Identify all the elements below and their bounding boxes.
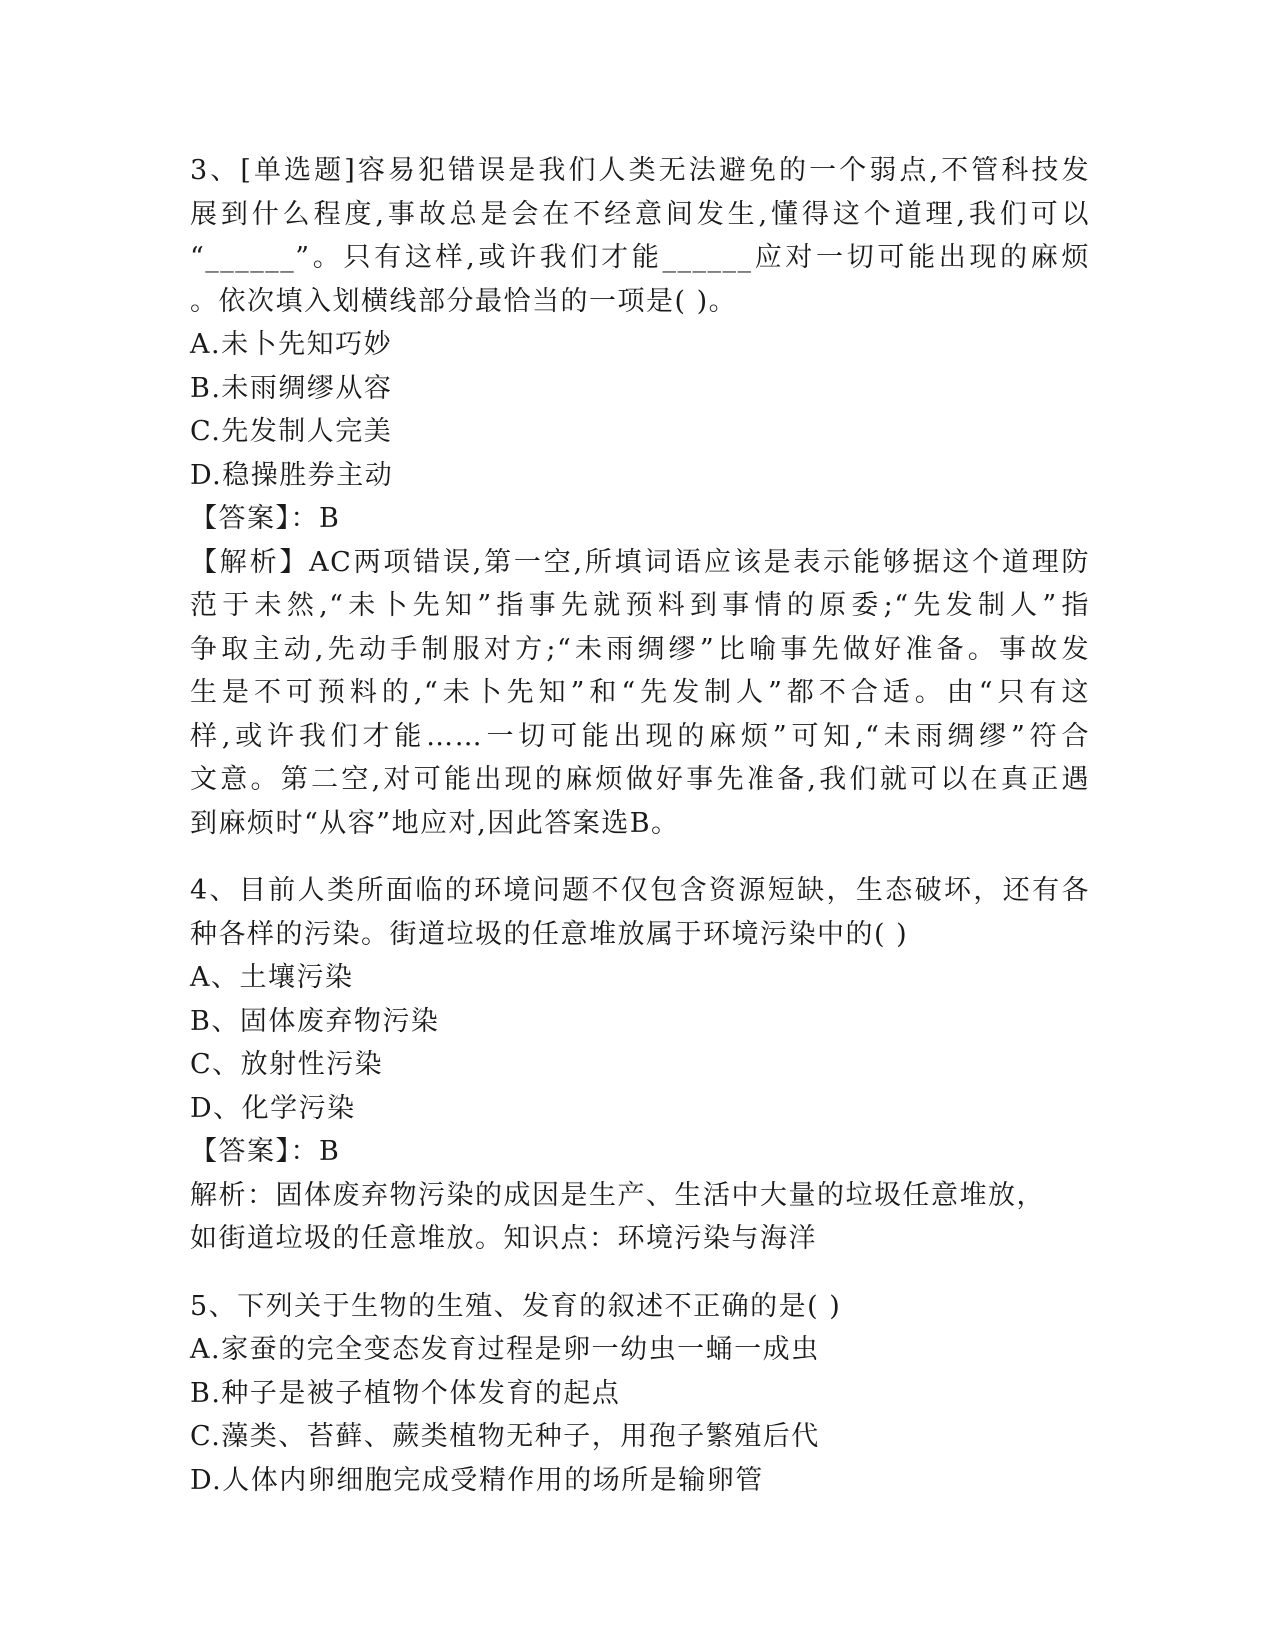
option-d: D.稳操胜券主动: [190, 459, 394, 491]
question-4: [190, 869, 1090, 1261]
option-d: D、化学污染: [190, 1092, 356, 1124]
question-stem-line: “______”。只有这样,或许我们才能______应对一切可能出现的麻烦: [190, 242, 1090, 273]
option-d: D.人体内卵细胞完成受精作用的场所是输卵管: [190, 1464, 764, 1496]
analysis-line: 范于未然,“未卜先知”指事先就预料到事情的原委;“先发制人”指: [190, 590, 1090, 621]
option-a: A.家蚕的完全变态发育过程是卵一幼虫一蛹一成虫: [190, 1334, 820, 1365]
option-a: A.未卜先知巧妙: [190, 329, 393, 360]
analysis-line: 样,或许我们才能……一切可能出现的麻烦”可知,“未雨绸缪”符合: [190, 720, 1090, 752]
question-3: [190, 149, 1090, 845]
question-stem-line: 。依次填入划横线部分最恰当的一项是( )。: [190, 285, 738, 317]
option-b: B.种子是被子植物个体发育的起点: [190, 1377, 621, 1409]
question-stem-line: 展到什么程度,事故总是会在不经意间发生,懂得这个道理,我们可以: [190, 198, 1090, 230]
question-stem-line: 5、下列关于生物的生殖、发育的叙述不正确的是( ): [190, 1290, 842, 1322]
question-stem-line: 4、目前人类所面临的环境问题不仅包含资源短缺，生态破坏，还有各: [190, 875, 1090, 906]
question-stem-line: 种各样的污染。街道垃圾的任意堆放属于环境污染中的( ): [190, 918, 909, 950]
analysis-line: 解析：固体废弃物污染的成因是生产、生活中大量的垃圾任意堆放，: [190, 1179, 1045, 1211]
option-c: C、放射性污染: [190, 1049, 384, 1080]
option-c: C.先发制人完美: [190, 416, 393, 447]
question-stem-line: 3、[单选题]容易犯错误是我们人类无法避免的一个弱点,不管科技发: [190, 155, 1090, 186]
option-a: A、土壤污染: [190, 962, 354, 993]
analysis-line: 争取主动,先动手制服对方;“未雨绸缪”比喻事先做好准备。事故发: [190, 633, 1090, 665]
document-page: [190, 149, 1090, 1502]
analysis-line: 文意。第二空,对可能出现的麻烦做好事先准备,我们就可以在真正遇: [190, 764, 1090, 795]
analysis-line: 到麻烦时“从容”地应对,因此答案选B。: [190, 807, 680, 839]
question-spacer: [190, 845, 1090, 869]
analysis-line: 如街道垃圾的任意堆放。知识点：环境污染与海洋: [190, 1223, 817, 1254]
analysis-line: 生是不可预料的,“未卜先知”和“先发制人”都不合适。由“只有这: [190, 677, 1090, 708]
answer-label: 【答案】：B: [190, 503, 341, 534]
question-spacer: [190, 1261, 1090, 1285]
answer-label: 【答案】：B: [190, 1136, 341, 1167]
option-c: C.藻类、苔藓、蕨类植物无种子，用孢子繁殖后代: [190, 1421, 820, 1452]
option-b: B.未雨绸缪从容: [190, 372, 393, 404]
question-5: [190, 1285, 1090, 1503]
analysis-line: 【解析】AC两项错误,第一空,所填词语应该是表示能够据这个道理防: [190, 546, 1090, 578]
option-b: B、固体废弃物污染: [190, 1005, 440, 1037]
